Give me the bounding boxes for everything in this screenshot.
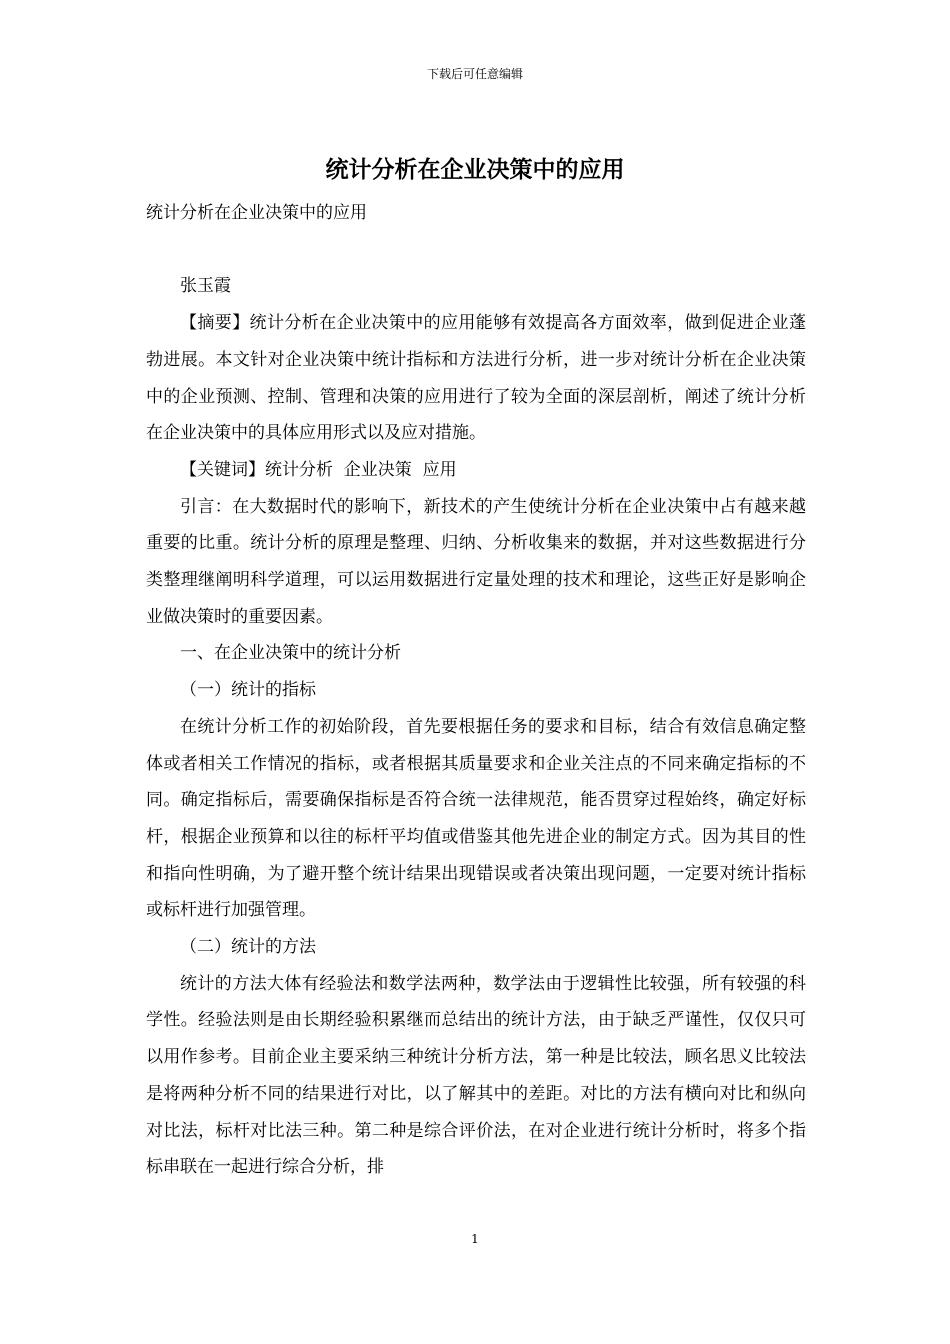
- subsection-heading-1: （一）统计的指标: [180, 680, 316, 701]
- subsection-2-paragraph: 统计的方法大体有经验法和数学法两种，数学法由于逻辑性比较强，所有较强的科学性。经验法则是由长期经验积累继而总结出的统计方法，由于缺乏严谨性，仅仅只可以用作参考。目前企业主要采纳三种统计分析方法，第一种是比较法，顾名思义比较法是将两种分析不同的结果进行对比，以了解其中的差距。对比的方法有横向对比和纵向对比法，标杆对比法三种。第二种是综合评价法，在对企业进行统计分析时，将多个指标串联在一起进行综合分析，排: [146, 973, 806, 1178]
- document-body: [146, 195, 806, 1186]
- page-header-note: 下载后可任意编辑: [426, 67, 523, 81]
- document-title: 统计分析在企业决策中的应用: [325, 157, 625, 183]
- page-number: 1: [471, 1232, 479, 1246]
- subsection-heading-2: （二）统计的方法: [180, 937, 316, 958]
- blank-line: [146, 232, 806, 269]
- intro-paragraph: 引言：在大数据时代的影响下，新技术的产生使统计分析在企业决策中占有越来越重要的比重。统计分析的原理是整理、归纳、分析收集来的数据，并对这些数据进行分类整理继阐明科学道理，可以运用数据进行定量处理的技术和理论，这些正好是影响企业做决策时的重要因素。: [146, 496, 806, 627]
- subsection-1-paragraph: 在统计分析工作的初始阶段，首先要根据任务的要求和目标，结合有效信息确定整体或者相关工作情况的指标，或者根据其质量要求和企业关注点的不同来确定指标的不同。确定指标后，需要确保指标是否符合统一法律规范，能否贯穿过程始终，确定好标杆，根据企业预算和以往的标杆平均值或借鉴其他先进企业的制定方式。因为其目的性和指向性明确，为了避开整个统计结果出现错误或者决策出现问题，一定要对统计指标或标杆进行加强管理。: [146, 716, 806, 921]
- section-heading-1: 一、在企业决策中的统计分析: [180, 643, 401, 664]
- keywords-line: 【关键词】统计分析 企业决策 应用: [180, 459, 457, 480]
- author-name: 张玉霞: [180, 276, 231, 297]
- abstract-paragraph: 【摘要】统计分析在企业决策中的应用能够有效提高各方面效率，做到促进企业蓬勃进展。本文针对企业决策中统计指标和方法进行分析，进一步对统计分析在企业决策中的企业预测、控制、管理和决策的应用进行了较为全面的深层剖析，阐述了统计分析在企业决策中的具体应用形式以及应对措施。: [146, 313, 806, 444]
- subtitle-line: 统计分析在企业决策中的应用: [146, 203, 367, 223]
